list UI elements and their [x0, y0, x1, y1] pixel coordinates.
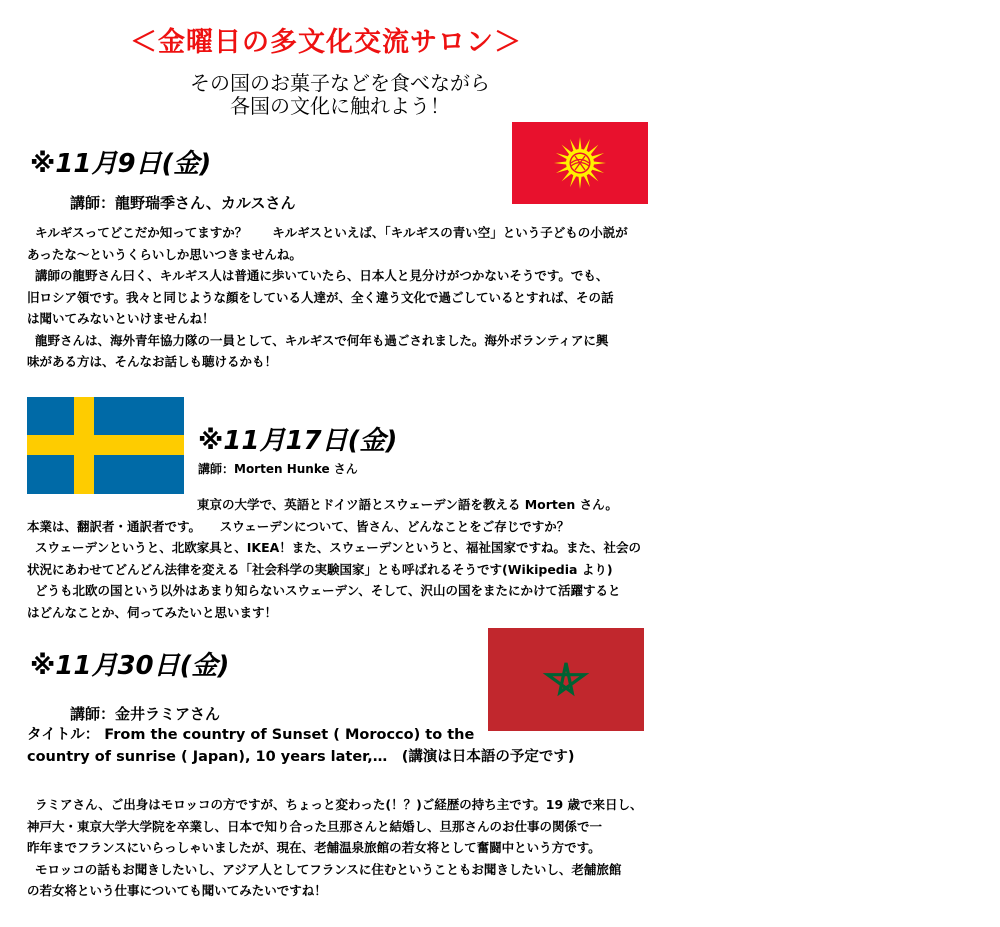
lecturer-name: 講師：金井ラミアさん [70, 705, 221, 723]
description-line: 東京の大学で、英語とドイツ語とスウェーデン語を教える Morten さん。 [197, 497, 618, 512]
description-line: キルギスってどこだか知ってますか？ キルギスといえば、「キルギスの青い空」という子どもの小説が [35, 225, 628, 240]
description-line: の若女将という仕事についても聞いてみたいですね！ [27, 883, 327, 898]
description-line: あったな～というくらいしか思いつきませんね。 [27, 246, 302, 262]
description-line: 本業は、翻訳者・通訳者です。 スウェーデンについて、皆さん、どんなことをご存じですか？ [27, 518, 570, 534]
description-line: はどんなことか、伺ってみたいと思います！ [27, 604, 278, 620]
event-description [27, 494, 641, 623]
subtitle [130, 72, 550, 118]
description-line: は聞いてみないといけませんね！ [27, 311, 215, 326]
event-date: ※11月17日(金) [198, 426, 398, 456]
description-line: スウェーデンというと、北欧家具と、IKEA！また、スウェーデンというと、福祉国家ですね。また、社会の [35, 540, 642, 555]
lecturer-name: 講師：Morten Hunke さん [198, 462, 358, 476]
talk-title-line: タイトル： From the country of Sunset ( Morocco) to the [27, 727, 475, 743]
page-title: ＜金曜日の多文化交流サロン＞ [130, 27, 522, 58]
subtitle-line: 各国の文化に触れよう！ [230, 94, 450, 118]
description-line: 昨年までフランスにいらっしゃいましたが、現在、老舗温泉旅館の若女将として奮闘中という方です。 [27, 840, 601, 855]
event-description [27, 794, 643, 902]
description-line: 状況にあわせてどんどん法律を変える「社会科学の実験国家」とも呼ばれるそうです(Wikipedia より) [27, 561, 613, 577]
event-date: ※11月30日(金) [30, 651, 230, 681]
sweden-flag [27, 397, 184, 494]
subtitle-line: その国のお菓子などを食べながら [190, 71, 490, 95]
talk-title [27, 724, 574, 768]
event-description [27, 222, 628, 373]
kyrgyzstan-flag [512, 122, 648, 204]
description-line: 旧ロシア領です。我々と同じような顔をしている人達が、全く違う文化で過ごしているとすれば、その話 [27, 289, 614, 305]
description-line: 神戸大・東京大学大学院を卒業し、日本で知り合った旦那さんと結婚し、旦那さんのお仕事の関係で一 [27, 818, 603, 834]
description-line: 龍野さんは、海外青年協力隊の一員として、キルギスで何年も過ごされました。海外ボランティアに興 [35, 332, 609, 348]
description-line: ラミアさん、ご出身はモロッコの方ですが、ちょっと変わった(！？)ご経歴の持ち主です。19 歳で来日し、 [35, 797, 643, 812]
lecturer-name: 講師：龍野瑞季さん、カルスさん [70, 194, 296, 212]
description-line: 講師の龍野さん曰く、キルギス人は普通に歩いていたら、日本人と見分けがつかないそうです。でも、 [35, 268, 609, 283]
description-line: 味がある方は、そんなお話しも聴けるかも！ [27, 354, 278, 369]
description-line: モロッコの話もお聞きしたいし、アジア人としてフランスに住むということもお聞きしたいし、老舗旅館 [35, 861, 622, 877]
morocco-flag [488, 628, 644, 731]
event-date: ※11月9日(金) [30, 149, 212, 179]
talk-title-line: country of sunrise ( Japan), 10 years later,… (講演は日本語の予定です) [27, 749, 575, 765]
description-line: どうも北欧の国という以外はあまり知らないスウェーデン、そして、沢山の国をまたにかけて活躍すると [35, 583, 621, 598]
